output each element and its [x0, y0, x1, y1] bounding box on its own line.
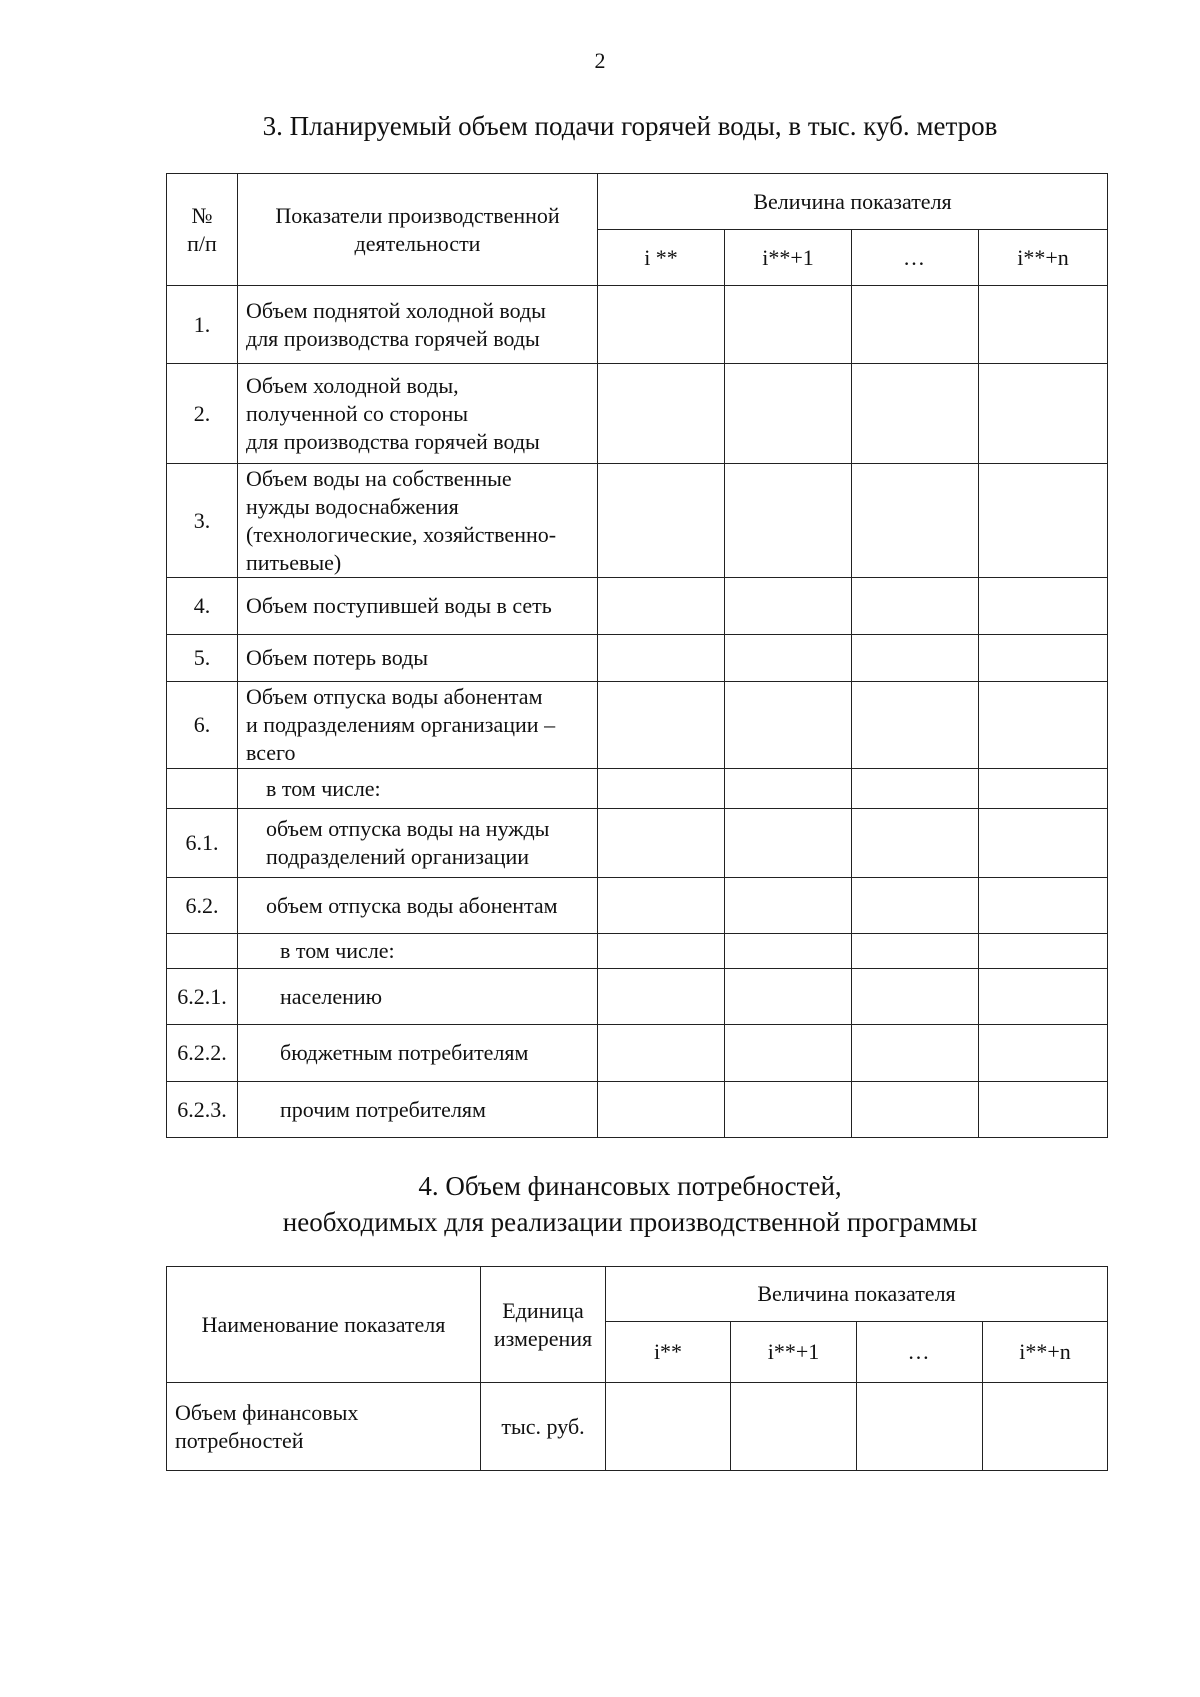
- value-cell: [852, 682, 979, 769]
- row-label: Объем воды на собственные нужды водоснабжения (технологические, хозяйственно- питьевые): [238, 464, 598, 578]
- table-row: [167, 464, 1108, 578]
- value-cell: [979, 809, 1108, 878]
- value-cell: [852, 635, 979, 682]
- page-number: 2: [594, 48, 606, 73]
- value-cell: [598, 682, 725, 769]
- header-indicator: Показатели производственной деятельности: [238, 174, 598, 286]
- value-cell: [852, 769, 979, 809]
- section-4-title: [30, 1168, 1200, 1240]
- header-value: Величина показателя: [606, 1267, 1108, 1322]
- section-4-title-line-1: 4. Объем финансовых потребностей,: [418, 1171, 842, 1201]
- row-label: в том числе:: [238, 934, 598, 969]
- financial-needs-table: [166, 1266, 1108, 1471]
- value-cell: [979, 682, 1108, 769]
- table-row: [167, 578, 1108, 635]
- section-3-title: 3. Планируемый объем подачи горячей воды, в тыс. куб. метров: [262, 111, 998, 141]
- table-row: [167, 1383, 1108, 1471]
- value-cell: [725, 878, 852, 934]
- value-cell: [725, 1082, 852, 1138]
- section-4-title-line-2: необходимых для реализации производственной программы: [282, 1207, 978, 1237]
- value-cell: [598, 769, 725, 809]
- table-row: [167, 635, 1108, 682]
- row-num: 6.1.: [167, 809, 238, 878]
- value-cell: [725, 1025, 852, 1082]
- row-label: Объем потерь воды: [238, 635, 598, 682]
- table-row: [167, 364, 1108, 464]
- value-cell: [852, 464, 979, 578]
- table-row: [167, 1082, 1108, 1138]
- value-cell: [852, 364, 979, 464]
- header-period-i-plus-1: i**+1: [725, 230, 852, 286]
- row-label: населению: [238, 969, 598, 1025]
- value-cell: [725, 364, 852, 464]
- value-cell: [857, 1383, 983, 1471]
- table-row: [167, 1025, 1108, 1082]
- hot-water-volume-table: [166, 173, 1108, 1138]
- value-cell: [983, 1383, 1108, 1471]
- value-cell: [725, 969, 852, 1025]
- value-cell: [598, 969, 725, 1025]
- row-label: Объем финансовых потребностей: [167, 1383, 481, 1471]
- table-row: [167, 878, 1108, 934]
- table-row: [167, 809, 1108, 878]
- value-cell: [598, 635, 725, 682]
- row-num: 6.: [167, 682, 238, 769]
- value-cell: [979, 878, 1108, 934]
- value-cell: [725, 635, 852, 682]
- table-row: [167, 286, 1108, 364]
- header-period-i: i **: [598, 230, 725, 286]
- table-row: [167, 682, 1108, 769]
- value-cell: [852, 578, 979, 635]
- row-label: Объем холодной воды, полученной со стороны для производства горячей воды: [238, 364, 598, 464]
- row-num: 6.2.3.: [167, 1082, 238, 1138]
- row-label: Объем отпуска воды абонентам и подразделениям организации – всего: [238, 682, 598, 769]
- value-cell: [725, 682, 852, 769]
- row-label: бюджетным потребителям: [238, 1025, 598, 1082]
- row-num: 6.2.2.: [167, 1025, 238, 1082]
- table-row: [167, 969, 1108, 1025]
- value-cell: [979, 464, 1108, 578]
- value-cell: [598, 934, 725, 969]
- table-row: [167, 934, 1108, 969]
- header-row: [167, 1267, 1108, 1322]
- value-cell: [598, 286, 725, 364]
- row-num: 6.2.1.: [167, 969, 238, 1025]
- header-period-i-plus-n: i**+n: [983, 1322, 1108, 1383]
- row-label: объем отпуска воды на нужды подразделений организации: [238, 809, 598, 878]
- header-period-i-plus-n: i**+n: [979, 230, 1108, 286]
- header-num: № п/п: [167, 174, 238, 286]
- row-num: 2.: [167, 364, 238, 464]
- value-cell: [725, 464, 852, 578]
- row-num: 6.2.: [167, 878, 238, 934]
- row-label: прочим потребителям: [238, 1082, 598, 1138]
- value-cell: [725, 578, 852, 635]
- value-cell: [725, 286, 852, 364]
- value-cell: [598, 578, 725, 635]
- row-num: [167, 934, 238, 969]
- row-label: в том числе:: [238, 769, 598, 809]
- row-num: [167, 769, 238, 809]
- value-cell: [979, 635, 1108, 682]
- header-period-i-plus-1: i**+1: [731, 1322, 857, 1383]
- value-cell: [725, 934, 852, 969]
- row-unit: тыс. руб.: [481, 1383, 606, 1471]
- value-cell: [852, 969, 979, 1025]
- header-name: Наименование показателя: [167, 1267, 481, 1383]
- value-cell: [598, 464, 725, 578]
- header-row: [167, 174, 1108, 230]
- value-cell: [979, 934, 1108, 969]
- header-value: Величина показателя: [598, 174, 1108, 230]
- header-period-ellipsis: …: [857, 1322, 983, 1383]
- value-cell: [598, 809, 725, 878]
- value-cell: [852, 934, 979, 969]
- value-cell: [606, 1383, 731, 1471]
- header-unit: Единица измерения: [481, 1267, 606, 1383]
- value-cell: [979, 364, 1108, 464]
- header-period-i: i**: [606, 1322, 731, 1383]
- row-label: Объем поднятой холодной воды для производства горячей воды: [238, 286, 598, 364]
- row-label: объем отпуска воды абонентам: [238, 878, 598, 934]
- value-cell: [979, 286, 1108, 364]
- value-cell: [979, 1025, 1108, 1082]
- value-cell: [598, 1025, 725, 1082]
- value-cell: [731, 1383, 857, 1471]
- value-cell: [852, 1025, 979, 1082]
- value-cell: [852, 878, 979, 934]
- row-num: 3.: [167, 464, 238, 578]
- value-cell: [979, 578, 1108, 635]
- row-num: 4.: [167, 578, 238, 635]
- value-cell: [852, 809, 979, 878]
- table-row: [167, 769, 1108, 809]
- value-cell: [598, 878, 725, 934]
- value-cell: [598, 1082, 725, 1138]
- value-cell: [852, 286, 979, 364]
- row-label: Объем поступившей воды в сеть: [238, 578, 598, 635]
- value-cell: [979, 969, 1108, 1025]
- value-cell: [852, 1082, 979, 1138]
- row-num: 5.: [167, 635, 238, 682]
- value-cell: [979, 1082, 1108, 1138]
- value-cell: [979, 769, 1108, 809]
- value-cell: [598, 364, 725, 464]
- value-cell: [725, 809, 852, 878]
- value-cell: [725, 769, 852, 809]
- row-num: 1.: [167, 286, 238, 364]
- header-period-ellipsis: …: [852, 230, 979, 286]
